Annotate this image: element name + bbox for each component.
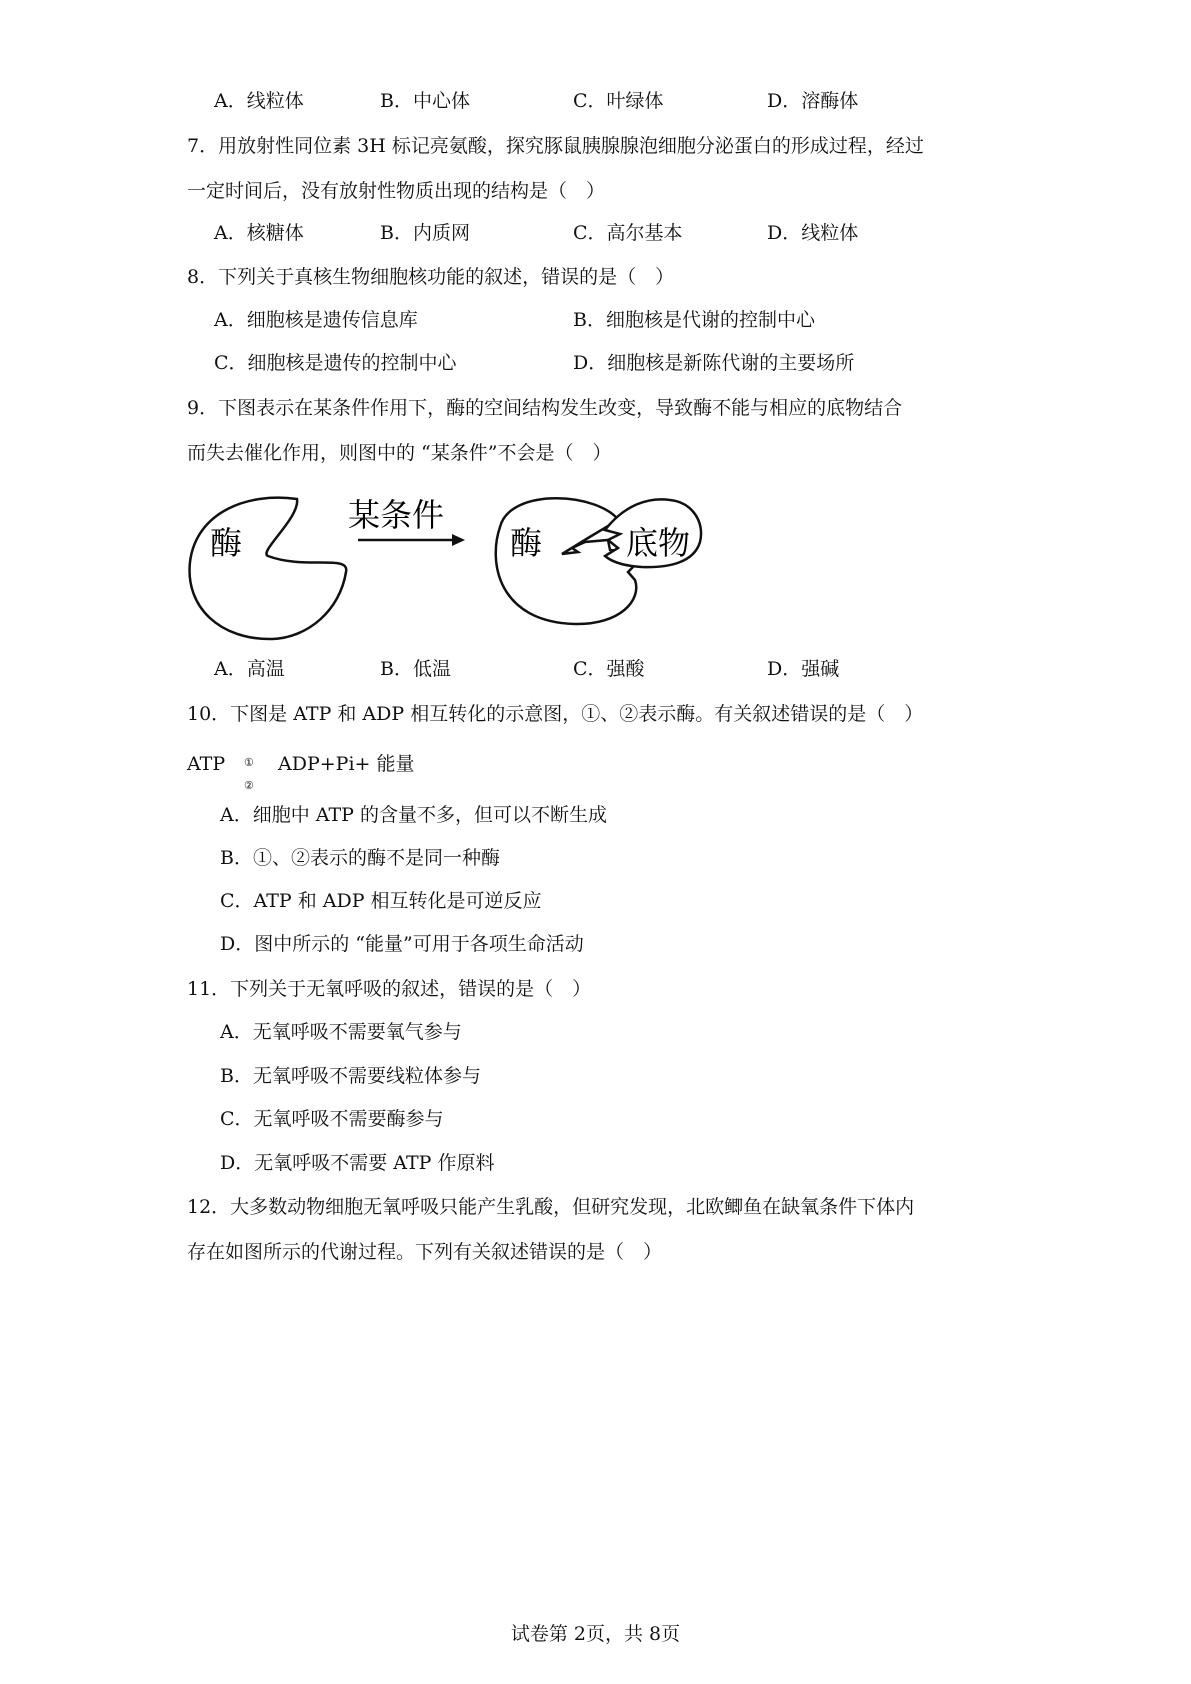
q6-option-b[interactable]: B．中心体: [380, 90, 470, 112]
q12-stem-line1: 12．大多数动物细胞无氧呼吸只能产生乳酸，但研究发现，北欧鲫鱼在缺氧条件下体内: [187, 1196, 915, 1218]
condition-label: 某条件: [348, 496, 445, 534]
page-footer: 试卷第 2页，共 8页: [510, 1623, 681, 1645]
q8-option-c[interactable]: C．细胞核是遗传的控制中心: [214, 352, 457, 374]
q7-stem-line1: 7．用放射性同位素 3H 标记亮氨酸，探究豚鼠胰腺腺泡细胞分泌蛋白的形成过程，经过: [187, 135, 924, 157]
substrate-label: 底物: [626, 524, 691, 562]
enzyme-denaturation-figure: [180, 482, 720, 657]
q10-option-b[interactable]: B．①、②表示的酶不是同一种酶: [220, 847, 500, 869]
q9-option-d[interactable]: D．强碱: [767, 658, 840, 680]
q7-option-a[interactable]: A．核糖体: [214, 222, 304, 244]
enzyme-2-marker: ②: [244, 779, 254, 792]
left-enzyme-label: 酶: [210, 524, 243, 562]
q9-stem-line1: 9．下图表示在某条件作用下，酶的空间结构发生改变，导致酶不能与相应的底物结合: [187, 397, 903, 419]
q7-option-b[interactable]: B．内质网: [380, 222, 470, 244]
q10-option-a[interactable]: A．细胞中 ATP 的含量不多，但可以不断生成: [220, 804, 607, 826]
q6-option-c[interactable]: C．叶绿体: [573, 90, 664, 112]
q11-stem: 11．下列关于无氧呼吸的叙述，错误的是（ ）: [187, 978, 592, 1000]
q11-option-b[interactable]: B．无氧呼吸不需要线粒体参与: [220, 1065, 481, 1087]
q11-option-d[interactable]: D．无氧呼吸不需要 ATP 作原料: [220, 1152, 495, 1174]
q9-option-c[interactable]: C．强酸: [573, 658, 645, 680]
q8-option-b[interactable]: B．细胞核是代谢的控制中心: [573, 309, 815, 331]
q7-option-d[interactable]: D．线粒体: [767, 222, 859, 244]
q12-stem-line2: 存在如图所示的代谢过程。下列有关叙述错误的是（ ）: [187, 1241, 663, 1263]
q11-option-a[interactable]: A．无氧呼吸不需要氧气参与: [220, 1021, 462, 1043]
intact-enzyme-shape: [190, 498, 347, 639]
q9-stem-line2: 而失去催化作用，则图中的 “某条件”不会是（ ）: [187, 442, 612, 464]
q8-stem: 8．下列关于真核生物细胞核功能的叙述，错误的是（ ）: [187, 266, 675, 288]
q7-option-c[interactable]: C．高尔基本: [573, 222, 683, 244]
q6-option-d[interactable]: D．溶酶体: [767, 90, 859, 112]
q7-stem-line2: 一定时间后，没有放射性物质出现的结构是（ ）: [187, 180, 606, 202]
q10-stem: 10．下图是 ATP 和 ADP 相互转化的示意图，①、②表示酶。有关叙述错误的是（ ）: [187, 703, 924, 725]
q8-option-d[interactable]: D．细胞核是新陈代谢的主要场所: [573, 352, 855, 374]
enzyme-1-marker: ①: [244, 756, 254, 769]
q9-option-b[interactable]: B．低温: [380, 658, 451, 680]
right-enzyme-label: 酶: [510, 524, 543, 562]
q11-option-c[interactable]: C．无氧呼吸不需要酶参与: [220, 1108, 444, 1130]
q8-option-a[interactable]: A．细胞核是遗传信息库: [214, 309, 418, 331]
q9-option-a[interactable]: A．高温: [214, 658, 285, 680]
equation-right: ADP+Pi+ 能量: [278, 753, 415, 775]
q10-option-d[interactable]: D．图中所示的 “能量”可用于各项生命活动: [220, 933, 584, 955]
q10-option-c[interactable]: C．ATP 和 ADP 相互转化是可逆反应: [220, 890, 542, 912]
equation-left: ATP: [187, 753, 226, 775]
q6-option-a[interactable]: A．线粒体: [214, 90, 304, 112]
reaction-arrow-head: [452, 534, 465, 546]
